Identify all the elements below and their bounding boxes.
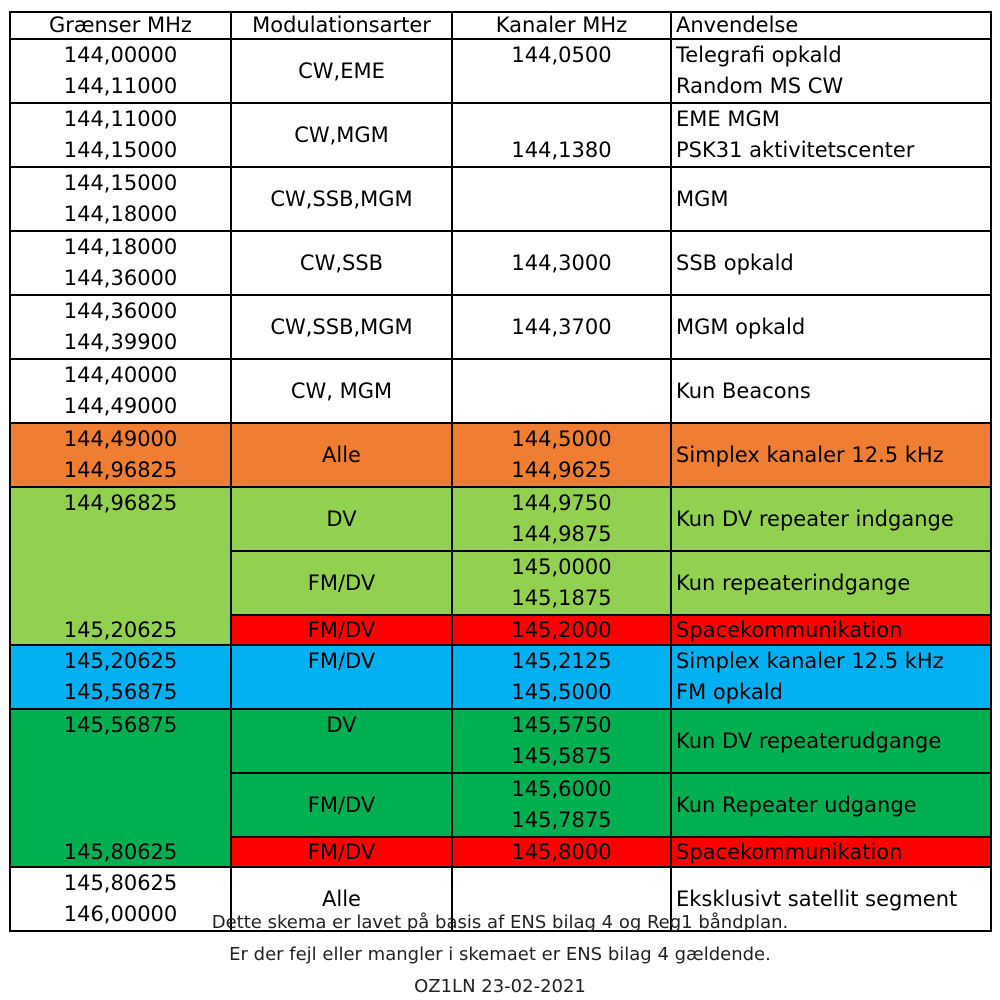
channel-value: 144,9625: [511, 458, 612, 482]
modulation-cell: FM/DV: [231, 645, 452, 709]
bandplan-table: [9, 11, 992, 932]
limit-start: 144,00000: [63, 43, 178, 67]
channel-value: 145,2125: [511, 649, 612, 673]
channel-value: 145,5875: [511, 744, 612, 768]
use-line: Simplex kanaler 12.5 kHz: [676, 649, 944, 673]
channels-cell: [452, 39, 671, 103]
limit-start: 144,40000: [63, 363, 178, 387]
channel-value: 145,7875: [511, 808, 612, 832]
modulation-cell: CW,SSB,MGM: [231, 295, 452, 359]
limit-end: 144,11000: [63, 74, 178, 98]
limits-cell: [10, 645, 231, 709]
channels-cell: [452, 423, 671, 487]
table-row: [10, 231, 991, 295]
use-cell: Kun DV repeaterudgange: [671, 709, 991, 773]
footer-note-2: Er der fejl eller mangler i skemaet er ENS bilag 4 gældende.: [229, 944, 771, 965]
table-row: [10, 295, 991, 359]
limits-cell: [10, 39, 231, 103]
limit-end: 144,36000: [63, 266, 178, 290]
table-row: [10, 103, 991, 167]
channels-cell: [452, 487, 671, 551]
limit-start: 145,56875: [63, 713, 178, 737]
use-cell: [671, 645, 991, 709]
use-line: Random MS CW: [676, 74, 844, 98]
modulation-cell: CW,SSB: [231, 231, 452, 295]
channels-cell: [452, 709, 671, 773]
modulation-cell: CW,EME: [231, 39, 452, 103]
use-cell: Spacekommunikation: [671, 837, 991, 867]
limit-start: 145,20625: [63, 649, 178, 673]
header-channels: Kanaler MHz: [452, 12, 671, 39]
limit-end: 144,96825: [63, 458, 178, 482]
limit-start: 144,49000: [63, 427, 178, 451]
limit-end: 144,49000: [63, 394, 178, 418]
use-cell: Kun repeaterindgange: [671, 551, 991, 615]
limit-start: 144,36000: [63, 299, 178, 323]
limits-cell: [10, 103, 231, 167]
modulation-cell: Alle: [231, 423, 452, 487]
channel-value: 144,5000: [511, 427, 612, 451]
limit-end: 144,18000: [63, 202, 178, 226]
modulation-cell: FM/DV: [231, 551, 452, 615]
limit-start: 145,80625: [63, 871, 178, 895]
modulation-cell: DV: [231, 487, 452, 551]
use-cell: Kun DV repeater indgange: [671, 487, 991, 551]
header-row: [10, 12, 991, 39]
channels-cell: 145,2000: [452, 615, 671, 645]
channels-cell: [452, 773, 671, 837]
table-row: [10, 167, 991, 231]
channel-value: 144,9750: [511, 491, 612, 515]
channels-cell: 144,3700: [452, 295, 671, 359]
limit-start: 144,18000: [63, 235, 178, 259]
modulation-cell: CW, MGM: [231, 359, 452, 423]
use-line: PSK31 aktivitetscenter: [676, 138, 915, 162]
channels-cell: 145,8000: [452, 837, 671, 867]
limit-end: 145,56875: [63, 680, 178, 704]
use-cell: Simplex kanaler 12.5 kHz: [671, 423, 991, 487]
channel-value: 145,5750: [511, 713, 612, 737]
use-cell: Kun Beacons: [671, 359, 991, 423]
modulation-cell: Alle: [231, 867, 452, 931]
modulation-cell: DV: [231, 709, 452, 773]
use-line: FM opkald: [676, 680, 783, 704]
header-modulation: Modulationsarter: [231, 12, 452, 39]
channel-value: 145,6000: [511, 777, 612, 801]
modulation-cell: FM/DV: [231, 837, 452, 867]
use-cell: [671, 39, 991, 103]
limits-cell: [10, 231, 231, 295]
header-limits: Grænser MHz: [10, 12, 231, 39]
limit-start: 144,15000: [63, 171, 178, 195]
modulation-cell: CW,MGM: [231, 103, 452, 167]
limit-start: 144,96825: [63, 491, 178, 515]
channels-cell: [452, 645, 671, 709]
footer-note-1: Dette skema er lavet på basis af ENS bilag 4 og Reg1 båndplan.: [211, 912, 789, 933]
limit-start: 144,11000: [63, 107, 178, 131]
table-row: [10, 359, 991, 423]
use-cell: MGM: [671, 167, 991, 231]
limits-cell: [10, 295, 231, 359]
channel-value: 145,0000: [511, 555, 612, 579]
table-row: [10, 709, 991, 773]
modulation-cell: CW,SSB,MGM: [231, 167, 452, 231]
channel-value: 144,1380: [511, 138, 612, 162]
limit-end: 145,20625: [63, 618, 178, 642]
header-use: Anvendelse: [671, 12, 991, 39]
table-row: [10, 487, 991, 551]
modulation-cell: FM/DV: [231, 615, 452, 645]
limits-cell: [10, 167, 231, 231]
table-row: [10, 645, 991, 709]
limit-end: 146,00000: [63, 902, 178, 926]
use-cell: Eksklusivt satellit segment: [671, 867, 991, 931]
limits-cell: [10, 709, 231, 867]
channel-value: 144,9875: [511, 522, 612, 546]
channels-cell: [452, 103, 671, 167]
channel-value: 145,1875: [511, 586, 612, 610]
channels-cell: [452, 359, 671, 423]
channel-value: 144,0500: [511, 43, 612, 67]
use-line: EME MGM: [676, 107, 780, 131]
table-row: [10, 39, 991, 103]
limit-end: 144,15000: [63, 138, 178, 162]
limits-cell: [10, 359, 231, 423]
limits-cell: [10, 487, 231, 645]
use-cell: Kun Repeater udgange: [671, 773, 991, 837]
limit-end: 144,39900: [63, 330, 178, 354]
channels-cell: [452, 551, 671, 615]
channel-value: 145,5000: [511, 680, 612, 704]
use-cell: MGM opkald: [671, 295, 991, 359]
table-row: [10, 423, 991, 487]
use-line: Telegrafi opkald: [676, 43, 842, 67]
channels-cell: [452, 167, 671, 231]
footer-signature: OZ1LN 23-02-2021: [414, 976, 586, 997]
channels-cell: 144,3000: [452, 231, 671, 295]
limits-cell: [10, 423, 231, 487]
use-cell: Spacekommunikation: [671, 615, 991, 645]
use-cell: [671, 103, 991, 167]
limit-end: 145,80625: [63, 840, 178, 864]
use-cell: SSB opkald: [671, 231, 991, 295]
modulation-cell: FM/DV: [231, 773, 452, 837]
